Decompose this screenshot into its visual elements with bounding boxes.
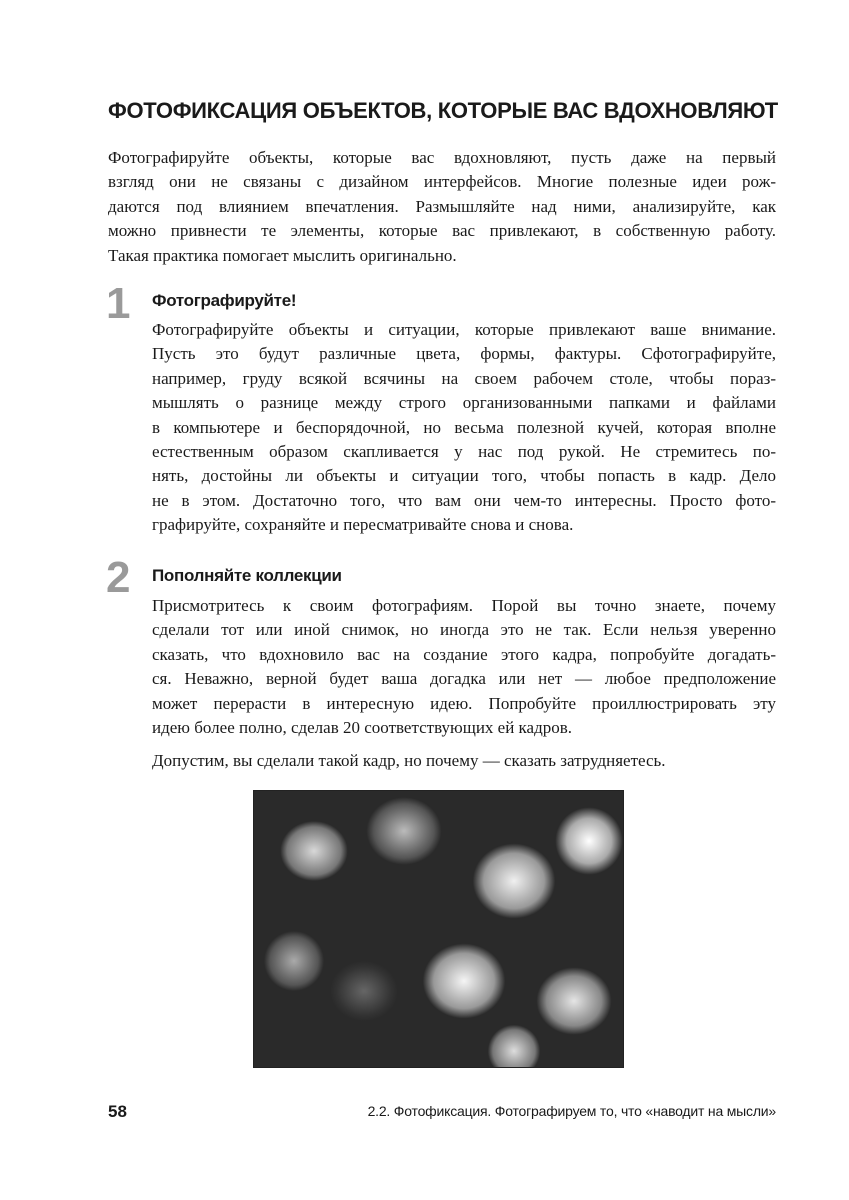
text-line: не в этом. Достаточно того, что вам они чем-то интересны. Просто фото- [152,490,776,510]
text-line: взгляд они не связаны с дизайном интерфейсов. Многие полезные идеи рож- [108,172,776,192]
section-number: 1 [106,279,131,328]
text-line: мышлять о разнице между строго организованными папками и файлами [152,393,776,413]
text-line: Допустим, вы сделали такой кадр, но почему — сказать затрудняетесь. [152,751,666,770]
text-line: даются под влиянием впечатления. Размышляйте над ними, анализируйте, как [108,196,776,216]
text-line: естественным образом скапливается у нас под рукой. Не стремитесь по- [152,442,776,462]
section-heading: Пополняйте коллекции [152,566,342,585]
text-line: ся. Неважно, верной будет ваша догадка или нет — любое предположение [152,669,776,689]
section-heading: Фотографируйте! [152,291,297,310]
text-line: Фотографируйте объекты, которые вас вдохновляют, пусть даже на первый [108,148,776,167]
text-line: идею более полно, сделав 20 соответствующих ей кадров. [152,718,573,738]
text-line: сказать, что вдохновило вас на создание этого кадра, попробуйте догадать- [152,644,776,664]
running-head: 2.2. Фотофиксация. Фотографируем то, что «наводит на мысли» [367,1103,776,1119]
text-line: нять, достойны ли объекты и ситуации того, чтобы попасть в кадр. Дело [152,466,776,486]
text-line: графируйте, сохраняйте и пересматривайте снова и снова. [152,515,574,535]
text-line: Фотографируйте объекты и ситуации, которые привлекают ваше внимание. [152,320,776,339]
text-line: Присмотритесь к своим фотографиям. Порой вы точно знаете, почему [152,596,776,615]
section-number: 2 [106,553,131,602]
intro-paragraph [108,146,776,268]
text-line: можно привнести те элементы, которые вас привлекают, в собственную работу. [108,221,776,241]
section-1-paragraph [152,318,776,538]
text-line: Пусть это будут различные цвета, формы, фактуры. Сфотографируйте, [152,344,776,364]
text-line: может перерасти в интересную идею. Попробуйте проиллюстрировать эту [152,693,776,713]
page-title: ФОТОФИКСАЦИЯ ОБЪЕКТОВ, КОТОРЫЕ ВАС ВДОХНОВЛЯЮТ [108,98,778,123]
text-line: Такая практика помогает мыслить оригинально. [108,245,457,265]
text-line: например, груду всякой всячины на своем рабочем столе, чтобы пораз- [152,368,776,388]
text-line: сделали тот или иной снимок, но иногда это не так. Если нельзя уверенно [152,620,776,640]
text-line: в компьютере и беспорядочной, но весьма полезной кучей, которая вполне [152,417,776,437]
after-paragraph [152,749,666,773]
section-2-paragraph [152,594,776,740]
page-number: 58 [108,1102,127,1121]
popcorn-photo [253,790,624,1068]
